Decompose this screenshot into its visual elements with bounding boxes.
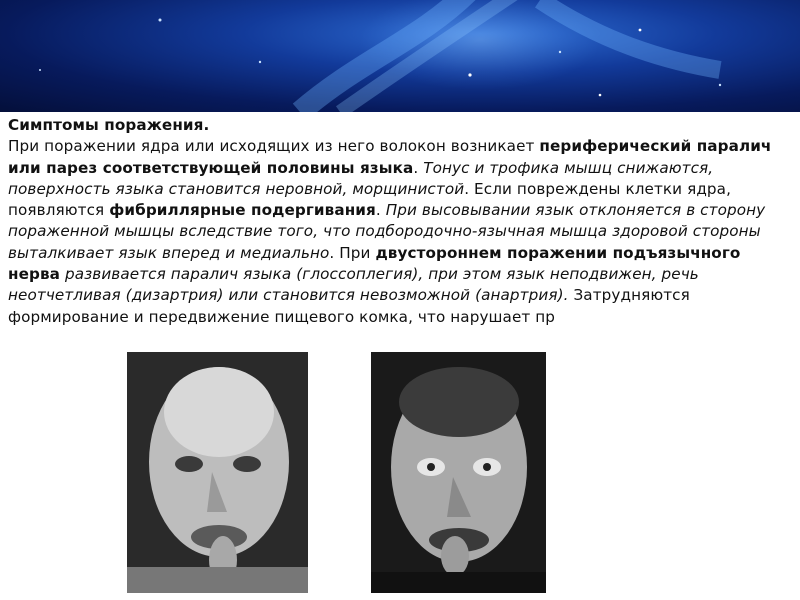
text-segment-bold: фибриллярные подергивания bbox=[109, 201, 376, 220]
patient-face-illustration bbox=[127, 352, 308, 593]
patient-face-illustration bbox=[371, 352, 546, 593]
header-banner bbox=[0, 0, 800, 112]
text-segment: . При bbox=[329, 243, 376, 262]
text-segment-italic: При высовывании язык отклоняется в сторону пораженной мышцы вследствие того, что подбородочно-язычная мышца здоровой стороны выталкивает язык вперед и медиально bbox=[8, 201, 766, 262]
text-segment: При поражении ядра или исходящих из него волокон возникает bbox=[8, 137, 540, 156]
dna-helix-graphic bbox=[0, 0, 800, 112]
patient-photo-right bbox=[371, 352, 546, 593]
patient-photo-left bbox=[127, 352, 308, 593]
text-segment-italic: развивается паралич языка (глоссоплегия), при этом язык неподвижен, речь неотчетливая (дизартрия) или становится невозможной (анартрия). bbox=[8, 265, 699, 305]
text-segment-bold: двустороннем поражении подъязычного нерва bbox=[8, 243, 741, 284]
text-segment-bold: периферический паралич или парез соответствующей половины языка bbox=[8, 137, 772, 177]
text-segment: . Если повреждены клетки ядра, появляются bbox=[8, 179, 731, 220]
text-segment: . bbox=[375, 201, 386, 220]
text-segment: . bbox=[413, 158, 424, 177]
text-segment-italic: Тонус и трофика мышц снижаются, поверхность языка становится неровной, морщинистой bbox=[8, 158, 714, 198]
slide-heading: Симптомы поражения. bbox=[8, 116, 210, 134]
text-segment: Затрудняются формирование и передвижение пищевого комка, что нарушает пр bbox=[8, 286, 690, 326]
slide-body-text bbox=[8, 115, 794, 328]
